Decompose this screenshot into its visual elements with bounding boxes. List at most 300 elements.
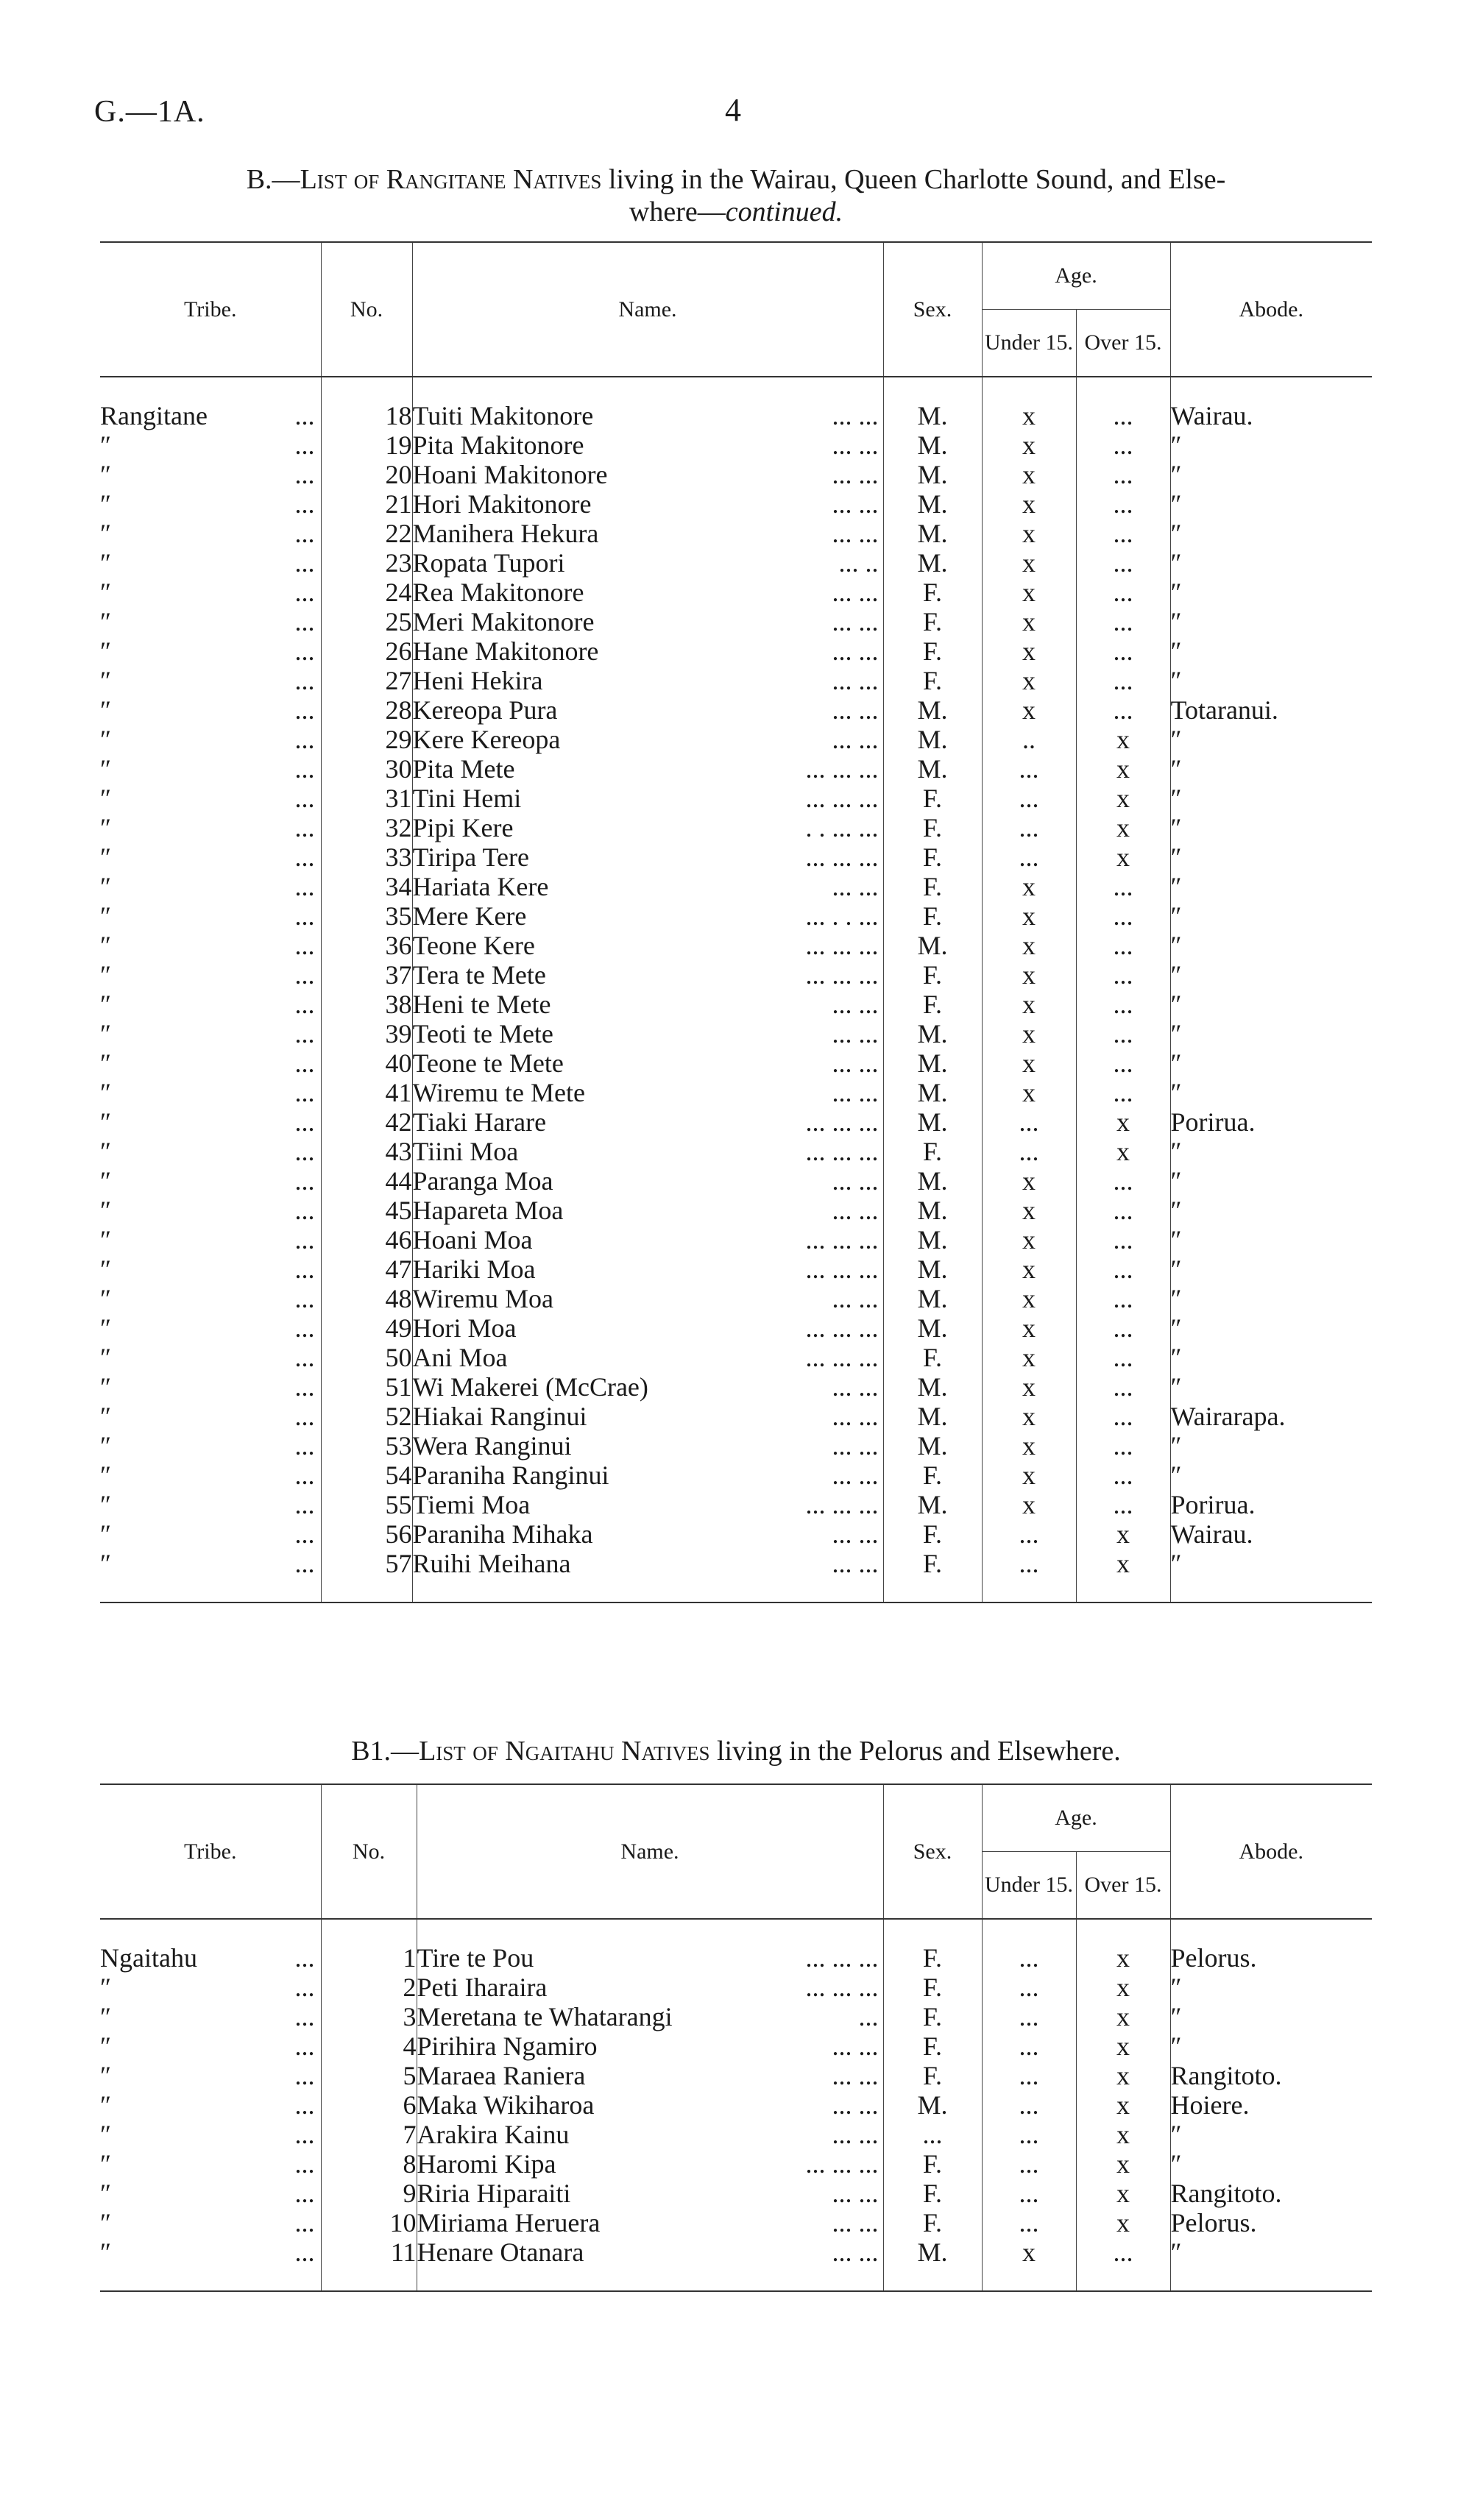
name-leader-dots: ... ... — [832, 430, 879, 460]
abode-cell: ″ — [1170, 430, 1182, 460]
tribe-leader-dots: ... — [294, 1254, 315, 1284]
number-cell: 3 — [403, 2002, 417, 2031]
name-leader-dots: ... ... — [832, 872, 879, 901]
table-row — [100, 1196, 1372, 1225]
table-row — [100, 2179, 1372, 2208]
table-row — [100, 1019, 1372, 1048]
col-sex-header: Sex. — [883, 242, 982, 377]
table-row — [100, 2031, 1372, 2061]
sex-cell: M. — [917, 1402, 948, 1431]
number-cell: 54 — [385, 1460, 412, 1490]
under-15-cell: x — [1022, 901, 1036, 931]
name-leader-dots: ... ... — [832, 401, 879, 430]
under-15-cell: x — [1022, 607, 1036, 636]
table-row — [100, 548, 1372, 578]
tribe-cell: ″ — [100, 2120, 111, 2149]
name-cell: Pita Makitonore — [412, 430, 584, 460]
tribe-leader-dots: ... — [294, 2061, 315, 2090]
abode-cell: Wairau. — [1170, 1519, 1253, 1549]
under-15-cell: ... — [1019, 784, 1039, 813]
number-cell: 9 — [403, 2179, 417, 2208]
under-15-cell: .. — [1022, 725, 1036, 754]
name-leader-dots: ... ... ... — [805, 1973, 879, 2002]
table-row — [100, 430, 1372, 460]
name-cell: Meri Makitonore — [412, 607, 595, 636]
name-leader-dots: . . ... ... — [805, 813, 879, 842]
tribe-leader-dots: ... — [294, 872, 315, 901]
abode-cell: ″ — [1170, 1431, 1182, 1460]
name-leader-dots: ... ... — [832, 1460, 879, 1490]
abode-cell: ″ — [1170, 1549, 1182, 1578]
table-b-title-continued: continued. — [725, 196, 843, 227]
sex-cell: M. — [917, 460, 948, 489]
over-15-cell: x — [1116, 813, 1130, 842]
table-row — [100, 901, 1372, 931]
table-b-title — [103, 163, 1369, 228]
abode-cell: Rangitoto. — [1170, 2061, 1282, 2090]
document-reference: G.—1A. — [94, 95, 205, 129]
name-cell: Tiini Moa — [412, 1137, 519, 1166]
tribe-cell: ″ — [100, 636, 111, 666]
tribe-leader-dots: ... — [294, 2208, 315, 2237]
abode-cell: ″ — [1170, 872, 1182, 901]
over-15-cell: ... — [1113, 1402, 1133, 1431]
tribe-leader-dots: ... — [294, 842, 315, 872]
abode-cell: ″ — [1170, 636, 1182, 666]
number-cell: 4 — [403, 2031, 417, 2061]
sex-cell: F. — [922, 960, 943, 990]
table-row — [100, 1343, 1372, 1372]
sex-cell: F. — [922, 2149, 943, 2179]
name-cell: Manihera Hekura — [412, 519, 599, 548]
tribe-cell: ″ — [100, 578, 111, 607]
number-cell: 22 — [385, 519, 412, 548]
sex-cell: F. — [922, 901, 943, 931]
sex-cell: M. — [917, 2237, 948, 2267]
tribe-leader-dots: ... — [294, 1107, 315, 1137]
sex-cell: M. — [917, 1254, 948, 1284]
tribe-leader-dots: ... — [294, 901, 315, 931]
name-cell: Riria Hiparaiti — [417, 2179, 571, 2208]
number-cell: 38 — [385, 990, 412, 1019]
name-cell: Tiaki Harare — [412, 1107, 547, 1137]
abode-cell: ″ — [1170, 1078, 1182, 1107]
under-15-cell: x — [1022, 1372, 1036, 1402]
under-15-cell: x — [1022, 666, 1036, 695]
tribe-leader-dots: ... — [294, 1343, 315, 1372]
under-15-cell: x — [1022, 460, 1036, 489]
over-15-cell: ... — [1113, 960, 1133, 990]
name-cell: Ani Moa — [412, 1343, 508, 1372]
tribe-cell: ″ — [100, 1166, 111, 1196]
tribe-leader-dots: ... — [294, 2237, 315, 2267]
under-15-cell: x — [1022, 401, 1036, 430]
over-15-cell: ... — [1113, 401, 1133, 430]
abode-cell: ″ — [1170, 1166, 1182, 1196]
tribe-leader-dots: ... — [294, 1313, 315, 1343]
number-cell: 43 — [385, 1137, 412, 1166]
sex-cell: M. — [917, 1078, 948, 1107]
under-15-cell: x — [1022, 430, 1036, 460]
sex-cell: F. — [922, 842, 943, 872]
abode-cell: ″ — [1170, 1254, 1182, 1284]
tribe-cell: ″ — [100, 990, 111, 1019]
tribe-cell: ″ — [100, 1519, 111, 1549]
under-15-cell: ... — [1019, 2090, 1039, 2120]
sex-cell: M. — [917, 1313, 948, 1343]
name-leader-dots: ... ... ... — [805, 1254, 879, 1284]
tribe-cell: ″ — [100, 901, 111, 931]
tribe-leader-dots: ... — [294, 1166, 315, 1196]
number-cell: 44 — [385, 1166, 412, 1196]
name-cell: Heni te Mete — [412, 990, 551, 1019]
col-name-header: Name. — [412, 242, 883, 377]
tribe-leader-dots: ... — [294, 2120, 315, 2149]
tribe-cell: Ngaitahu — [100, 1943, 197, 1973]
number-cell: 18 — [385, 401, 412, 430]
under-15-cell: x — [1022, 1460, 1036, 1490]
name-leader-dots: ... ... — [832, 2179, 879, 2208]
tribe-leader-dots: ... — [294, 1196, 315, 1225]
name-cell: Hiakai Ranginui — [412, 1402, 587, 1431]
tribe-cell: ″ — [100, 1431, 111, 1460]
over-15-cell: ... — [1113, 1225, 1133, 1254]
over-15-cell: ... — [1113, 931, 1133, 960]
tribe-cell: ″ — [100, 666, 111, 695]
abode-cell: ″ — [1170, 1460, 1182, 1490]
name-leader-dots: ... ... — [832, 2090, 879, 2120]
over-15-cell: x — [1116, 2208, 1130, 2237]
tribe-leader-dots: ... — [294, 990, 315, 1019]
number-cell: 7 — [403, 2120, 417, 2149]
abode-cell: Totaranui. — [1170, 695, 1278, 725]
name-leader-dots: ... ... ... — [805, 960, 879, 990]
table-row — [100, 1107, 1372, 1137]
under-15-cell: x — [1022, 578, 1036, 607]
tribe-cell: ″ — [100, 1225, 111, 1254]
abode-cell: Pelorus. — [1170, 2208, 1257, 2237]
over-15-cell: x — [1116, 2149, 1130, 2179]
tribe-leader-dots: ... — [294, 725, 315, 754]
tribe-cell: ″ — [100, 1313, 111, 1343]
sex-cell: F. — [922, 2002, 943, 2031]
number-cell: 27 — [385, 666, 412, 695]
tribe-cell: ″ — [100, 1549, 111, 1578]
number-cell: 40 — [385, 1048, 412, 1078]
tribe-cell: ″ — [100, 1078, 111, 1107]
tribe-cell: ″ — [100, 813, 111, 842]
table-row — [100, 1519, 1372, 1549]
name-leader-dots: ... ... — [832, 519, 879, 548]
tribe-leader-dots: ... — [294, 1943, 315, 1973]
table-row — [100, 401, 1372, 430]
sex-cell: F. — [922, 784, 943, 813]
sex-cell: M. — [917, 1107, 948, 1137]
under-15-cell: ... — [1019, 2061, 1039, 2090]
tribe-leader-dots: ... — [294, 1225, 315, 1254]
col-over-15-header: Over 15. — [1076, 1852, 1170, 1920]
tribe-cell: ″ — [100, 430, 111, 460]
tribe-cell: ″ — [100, 548, 111, 578]
table-b-title-rest: living in the Wairau, Queen Charlotte Sound, and Else- — [601, 164, 1226, 195]
name-cell: Tire te Pou — [417, 1943, 534, 1973]
name-cell: Tiemi Moa — [412, 1490, 531, 1519]
tribe-leader-dots: ... — [294, 754, 315, 784]
col-no-header: No. — [321, 242, 412, 377]
sex-cell: M. — [917, 548, 948, 578]
tribe-leader-dots: ... — [294, 666, 315, 695]
sex-cell: M. — [917, 754, 948, 784]
tribe-cell: ″ — [100, 842, 111, 872]
tribe-leader-dots: ... — [294, 1519, 315, 1549]
abode-cell: ″ — [1170, 754, 1182, 784]
abode-cell: Porirua. — [1170, 1107, 1256, 1137]
number-cell: 39 — [385, 1019, 412, 1048]
over-15-cell: ... — [1113, 1343, 1133, 1372]
number-cell: 37 — [385, 960, 412, 990]
tribe-cell: ″ — [100, 1137, 111, 1166]
col-no-header: No. — [321, 1784, 417, 1919]
sex-cell: F. — [922, 2031, 943, 2061]
tribe-cell: ″ — [100, 1019, 111, 1048]
abode-cell: ″ — [1170, 460, 1182, 489]
table-b-title-prefix: B.— — [246, 164, 300, 195]
name-leader-dots: ... ... — [832, 695, 879, 725]
tribe-leader-dots: ... — [294, 1372, 315, 1402]
table-row — [100, 666, 1372, 695]
sex-cell: M. — [917, 1019, 948, 1048]
table-row — [100, 519, 1372, 548]
under-15-cell: ... — [1019, 1107, 1039, 1137]
tribe-leader-dots: ... — [294, 1048, 315, 1078]
number-cell: 6 — [403, 2090, 417, 2120]
over-15-cell: ... — [1113, 430, 1133, 460]
number-cell: 10 — [389, 2208, 417, 2237]
number-cell: 33 — [385, 842, 412, 872]
tribe-leader-dots: ... — [294, 695, 315, 725]
tribe-cell: Rangitane — [100, 401, 208, 430]
sex-cell: F. — [922, 2061, 943, 2090]
over-15-cell: ... — [1113, 607, 1133, 636]
name-leader-dots: ... ... — [832, 2208, 879, 2237]
col-tribe-header: Tribe. — [184, 1839, 237, 1864]
name-leader-dots: ... ... ... — [805, 1490, 879, 1519]
sex-cell: F. — [922, 666, 943, 695]
table-row — [100, 636, 1372, 666]
number-cell: 32 — [385, 813, 412, 842]
under-15-cell: x — [1022, 1166, 1036, 1196]
table-row — [100, 2237, 1372, 2267]
number-cell: 57 — [385, 1549, 412, 1578]
sex-cell: M. — [917, 1166, 948, 1196]
table-row — [100, 1048, 1372, 1078]
under-15-cell: x — [1022, 636, 1036, 666]
tribe-leader-dots: ... — [294, 784, 315, 813]
table-row — [100, 489, 1372, 519]
abode-cell: Pelorus. — [1170, 1943, 1257, 1973]
table-row — [100, 607, 1372, 636]
under-15-cell: x — [1022, 489, 1036, 519]
tribe-leader-dots: ... — [294, 1078, 315, 1107]
over-15-cell: x — [1116, 1519, 1130, 1549]
name-leader-dots: ... ... — [832, 725, 879, 754]
sex-cell: F. — [922, 578, 943, 607]
number-cell: 25 — [385, 607, 412, 636]
tribe-leader-dots: ... — [294, 2090, 315, 2120]
abode-cell: ″ — [1170, 1372, 1182, 1402]
under-15-cell: x — [1022, 931, 1036, 960]
sex-cell: F. — [922, 990, 943, 1019]
name-leader-dots: ... ... ... — [805, 1107, 879, 1137]
under-15-cell: x — [1022, 1490, 1036, 1519]
abode-cell: ″ — [1170, 1225, 1182, 1254]
name-cell: Teone te Mete — [412, 1048, 564, 1078]
table-b1 — [100, 1783, 1372, 2292]
tribe-cell: ″ — [100, 489, 111, 519]
over-15-cell: ... — [1113, 460, 1133, 489]
table-row — [100, 2090, 1372, 2120]
table-row — [100, 1402, 1372, 1431]
table-b1-title-prefix: B1.— — [351, 1736, 420, 1767]
over-15-cell: x — [1116, 1107, 1130, 1137]
over-15-cell: ... — [1113, 1166, 1133, 1196]
number-cell: 24 — [385, 578, 412, 607]
abode-cell: ″ — [1170, 1137, 1182, 1166]
over-15-cell: x — [1116, 2061, 1130, 2090]
under-15-cell: x — [1022, 1048, 1036, 1078]
table-b-title-line2: where— — [629, 196, 726, 227]
tribe-leader-dots: ... — [294, 2031, 315, 2061]
name-leader-dots: ... ... — [832, 990, 879, 1019]
under-15-cell: x — [1022, 1284, 1036, 1313]
tribe-leader-dots: ... — [294, 430, 315, 460]
over-15-cell: x — [1116, 1137, 1130, 1166]
table-row — [100, 2208, 1372, 2237]
name-leader-dots: ... ... — [832, 1048, 879, 1078]
over-15-cell: x — [1116, 2002, 1130, 2031]
abode-cell: ″ — [1170, 489, 1182, 519]
over-15-cell: x — [1116, 1943, 1130, 1973]
number-cell: 28 — [385, 695, 412, 725]
name-cell: Heni Hekira — [412, 666, 543, 695]
name-cell: Paraniha Ranginui — [412, 1460, 609, 1490]
over-15-cell: ... — [1113, 1313, 1133, 1343]
number-cell: 31 — [385, 784, 412, 813]
sex-cell: F. — [922, 1549, 943, 1578]
abode-cell: ″ — [1170, 1313, 1182, 1343]
over-15-cell: ... — [1113, 636, 1133, 666]
name-cell: Meretana te Whatarangi — [417, 2002, 673, 2031]
name-cell: Tera te Mete — [412, 960, 546, 990]
name-leader-dots: ... — [858, 2002, 879, 2031]
sex-cell: F. — [922, 607, 943, 636]
abode-cell: ″ — [1170, 2149, 1182, 2179]
tribe-cell: ″ — [100, 754, 111, 784]
tribe-cell: ″ — [100, 2237, 111, 2267]
sex-cell: M. — [917, 1196, 948, 1225]
tribe-cell: ″ — [100, 725, 111, 754]
table-row — [100, 1254, 1372, 1284]
over-15-cell: x — [1116, 2120, 1130, 2149]
sex-cell: M. — [917, 519, 948, 548]
name-cell: Miriama Heruera — [417, 2208, 601, 2237]
table-row — [100, 1372, 1372, 1402]
name-leader-dots: ... ... ... — [805, 1943, 879, 1973]
number-cell: 21 — [385, 489, 412, 519]
tribe-leader-dots: ... — [294, 2149, 315, 2179]
number-cell: 50 — [385, 1343, 412, 1372]
table-row — [100, 1973, 1372, 2002]
number-cell: 49 — [385, 1313, 412, 1343]
sex-cell: F. — [922, 2179, 943, 2208]
tribe-cell: ″ — [100, 1343, 111, 1372]
sex-cell: M. — [917, 1372, 948, 1402]
name-cell: Kere Kereopa — [412, 725, 561, 754]
abode-cell: Porirua. — [1170, 1490, 1256, 1519]
over-15-cell: ... — [1113, 1372, 1133, 1402]
name-cell: Peti Iharaira — [417, 1973, 548, 2002]
over-15-cell: ... — [1113, 548, 1133, 578]
number-cell: 53 — [385, 1431, 412, 1460]
table-b1-title-rest: living in the Pelorus and Elsewhere. — [709, 1736, 1121, 1767]
under-15-cell: x — [1022, 548, 1036, 578]
under-15-cell: x — [1022, 872, 1036, 901]
tribe-cell: ″ — [100, 2179, 111, 2208]
abode-cell: ″ — [1170, 784, 1182, 813]
tribe-cell: ″ — [100, 2031, 111, 2061]
table-b-title-smallcaps: List of Rangitane Natives — [300, 164, 602, 195]
name-leader-dots: ... ... — [832, 1402, 879, 1431]
tribe-cell: ″ — [100, 695, 111, 725]
abode-cell: ″ — [1170, 1343, 1182, 1372]
tribe-cell: ″ — [100, 519, 111, 548]
name-leader-dots: ... ... — [832, 1372, 879, 1402]
tribe-leader-dots: ... — [294, 460, 315, 489]
under-15-cell: x — [1022, 1343, 1036, 1372]
sex-cell: M. — [917, 2090, 948, 2120]
number-cell: 42 — [385, 1107, 412, 1137]
number-cell: 55 — [385, 1490, 412, 1519]
sex-cell: M. — [917, 725, 948, 754]
name-cell: Ropata Tupori — [412, 548, 565, 578]
abode-cell: Rangitoto. — [1170, 2179, 1282, 2208]
table-row — [100, 754, 1372, 784]
abode-cell: ″ — [1170, 548, 1182, 578]
name-leader-dots: ... ... — [832, 1019, 879, 1048]
abode-cell: ″ — [1170, 578, 1182, 607]
under-15-cell: ... — [1019, 2149, 1039, 2179]
number-cell: 23 — [385, 548, 412, 578]
tribe-leader-dots: ... — [294, 1431, 315, 1460]
number-cell: 11 — [390, 2237, 417, 2267]
over-15-cell: ... — [1113, 1019, 1133, 1048]
name-leader-dots: ... ... — [832, 1549, 879, 1578]
name-leader-dots: ... ... — [832, 489, 879, 519]
col-sex-header: Sex. — [883, 1784, 982, 1919]
under-15-cell: x — [1022, 1431, 1036, 1460]
name-leader-dots: ... ... ... — [805, 2149, 879, 2179]
tribe-cell: ″ — [100, 2149, 111, 2179]
name-leader-dots: ... ... ... — [805, 784, 879, 813]
under-15-cell: x — [1022, 1254, 1036, 1284]
abode-cell: ″ — [1170, 1196, 1182, 1225]
tribe-cell: ″ — [100, 1254, 111, 1284]
tribe-cell: ″ — [100, 1973, 111, 2002]
sex-cell: M. — [917, 1490, 948, 1519]
over-15-cell: ... — [1113, 2237, 1133, 2267]
under-15-cell: x — [1022, 1019, 1036, 1048]
over-15-cell: ... — [1113, 1254, 1133, 1284]
